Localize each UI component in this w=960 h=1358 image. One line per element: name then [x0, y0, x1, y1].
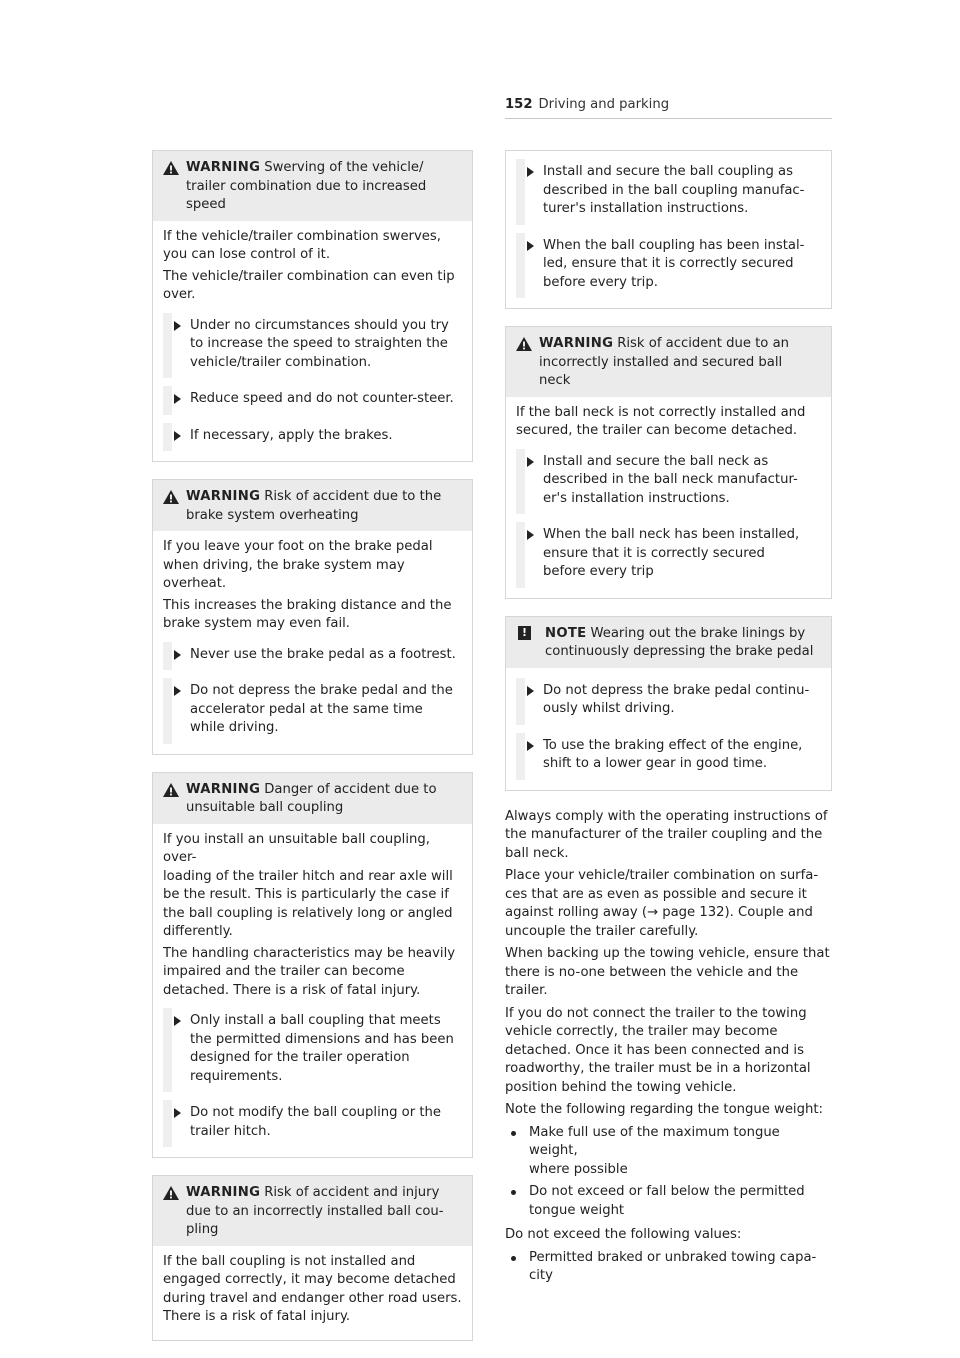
box-body — [153, 824, 472, 1158]
text-line: impaired and the trailer can become — [163, 964, 405, 979]
text-line: Do not depress the brake pedal continu- — [543, 682, 810, 698]
text-line: This increases the braking distance and the — [163, 597, 452, 613]
warning-header — [506, 327, 831, 397]
text-line: described in the ball coupling manufac- — [543, 182, 805, 198]
text-line: accelerator pedal at the same time — [190, 701, 423, 717]
instruction-step — [163, 386, 462, 415]
warning-triangle-icon — [516, 337, 532, 351]
instruction-step — [163, 313, 462, 379]
text-line: detached. Once it has been connected and is — [505, 1042, 804, 1058]
step-text — [543, 526, 821, 582]
header-divider — [505, 118, 832, 119]
body-paragraph — [505, 1005, 832, 1098]
step-text — [190, 682, 462, 738]
text-line: There is a risk of fatal injury. — [163, 1309, 351, 1324]
bullet-text — [529, 1184, 805, 1218]
text-line: designed for the trailer operation — [190, 1050, 410, 1065]
text-line: engaged correctly, it may become detached — [163, 1272, 456, 1287]
text-line: city — [529, 1268, 553, 1283]
body-paragraph — [163, 268, 462, 305]
instruction-step — [516, 678, 821, 725]
step-text — [190, 427, 462, 446]
step-text — [543, 737, 821, 774]
text-line: Note the following regarding the tongue weight: — [505, 1102, 823, 1117]
warning-header — [153, 480, 472, 531]
text-line: Risk of accident due to an — [617, 336, 790, 351]
warning-label: WARNING — [186, 489, 261, 504]
body-paragraph — [163, 538, 462, 594]
text-line: Risk of accident and injury — [264, 1185, 440, 1200]
text-line: ces that are as even as possible and secure it — [505, 886, 807, 902]
right-boxes — [505, 150, 832, 791]
bullet-dot-icon — [511, 1190, 516, 1195]
right-body-text — [505, 808, 832, 1286]
text-line: Install and secure the ball coupling as — [543, 164, 793, 179]
step-text — [543, 163, 821, 219]
bullet-text — [529, 1125, 780, 1177]
instruction-step — [516, 733, 821, 780]
bullet-text — [529, 1250, 816, 1284]
text-line: against rolling away (→ page 132). Couple and — [505, 905, 813, 920]
text-line: loading of the trailer hitch and rear axle will — [163, 868, 453, 884]
text-line: When backing up the towing vehicle, ensure that — [505, 946, 830, 961]
instruction-step — [163, 678, 462, 744]
box-body — [153, 221, 472, 462]
bullet-item — [505, 1124, 832, 1180]
instruction-step — [163, 642, 462, 671]
text-line: before every trip. — [543, 274, 658, 290]
text-line: continuously depressing the brake pedal — [545, 644, 814, 659]
text-line: differently. — [163, 924, 233, 939]
text-line: Do not depress the brake pedal and the — [190, 683, 453, 698]
text-line: If you do not connect the trailer to the towing — [505, 1005, 807, 1021]
warning-box — [152, 150, 473, 462]
text-line: The handling characteristics may be heavily — [163, 945, 456, 961]
text-line: Wearing out the brake linings by — [590, 625, 806, 641]
text-line: Reduce speed and do not counter-steer. — [190, 391, 454, 406]
warning-label: WARNING — [186, 160, 261, 175]
instruction-step — [516, 159, 821, 225]
warning-header — [153, 1176, 472, 1246]
text-line: when driving, the brake system may overheat. — [163, 557, 405, 591]
text-line: trailer combination due to increased — [186, 178, 427, 194]
note-box — [505, 616, 832, 791]
text-line: be the result. This is particularly the case if — [163, 887, 449, 902]
text-line: Do not modify the ball coupling or the — [190, 1105, 441, 1120]
box-body — [506, 397, 831, 598]
text-line: pling — [186, 1222, 219, 1237]
step-arrow-icon — [174, 431, 181, 441]
text-line: When the ball coupling has been instal- — [543, 237, 805, 253]
instruction-step — [163, 1100, 462, 1147]
warning-header — [153, 151, 472, 221]
text-line: before every trip — [543, 564, 654, 579]
body-paragraph — [505, 945, 832, 1001]
body-paragraph — [163, 597, 462, 634]
step-arrow-icon — [527, 167, 534, 177]
step-text — [543, 682, 821, 719]
text-line: Do not exceed the following values: — [505, 1227, 742, 1242]
warning-label: WARNING — [186, 781, 261, 797]
text-line: If the vehicle/trailer combination swerves, — [163, 228, 441, 244]
step-arrow-icon — [527, 686, 534, 696]
text-line: the permitted dimensions and has been — [190, 1031, 454, 1047]
text-line: there is no-one between the vehicle and the — [505, 964, 799, 980]
text-line: trailer hitch. — [190, 1123, 271, 1139]
text-line: you can lose control of it. — [163, 247, 331, 262]
warning-box — [152, 479, 473, 755]
step-arrow-icon — [527, 530, 534, 540]
text-line: vehicle/trailer combination. — [190, 354, 372, 370]
text-line: Swerving of the vehicle/ — [264, 160, 424, 175]
warning-label: WARNING — [186, 1185, 261, 1200]
text-line: over. — [163, 287, 196, 302]
step-arrow-icon — [174, 650, 181, 660]
step-text — [190, 390, 462, 409]
text-line: If the ball neck is not correctly installed and — [516, 404, 806, 420]
warning-header — [153, 773, 472, 824]
text-line: trailer. — [505, 983, 548, 998]
text-line: vehicle correctly, the trailer may become — [505, 1024, 778, 1039]
step-arrow-icon — [174, 1016, 181, 1026]
body-paragraph — [163, 228, 462, 265]
box-body — [506, 159, 831, 308]
text-line: ball neck. — [505, 845, 569, 861]
text-line: due to an incorrectly installed ball cou- — [186, 1203, 444, 1219]
bullet-dot-icon — [511, 1131, 516, 1136]
text-line: Place your vehicle/trailer combination on surfa- — [505, 868, 819, 883]
text-line: To use the braking effect of the engine, — [543, 737, 803, 753]
bullet-list — [505, 1249, 832, 1286]
step-text — [543, 453, 821, 509]
warning-label: WARNING — [539, 336, 614, 351]
text-line: Under no circumstances should you try — [190, 317, 449, 333]
text-line: incorrectly installed and secured ball — [539, 354, 783, 370]
text-line: Danger of accident due to — [264, 781, 437, 797]
step-text — [543, 237, 821, 293]
instruction-step — [516, 233, 821, 299]
text-line: If the ball coupling is not installed and — [163, 1253, 416, 1269]
text-line: If you install an unsuitable ball coupling, over- — [163, 831, 430, 865]
text-line: the manufacturer of the trailer coupling and the — [505, 827, 823, 842]
bullet-item — [505, 1249, 832, 1286]
left-column — [152, 150, 473, 1358]
box-body — [506, 668, 831, 790]
body-paragraph — [505, 1101, 832, 1120]
note-label: NOTE — [545, 625, 587, 641]
step-arrow-icon — [174, 1108, 181, 1118]
instruction-step — [516, 522, 821, 588]
step-text — [190, 1012, 462, 1086]
bullet-list — [505, 1124, 832, 1221]
text-line: Never use the brake pedal as a footrest. — [190, 646, 456, 662]
body-paragraph — [163, 945, 462, 1001]
text-line: Do not exceed or fall below the permitted — [529, 1184, 805, 1199]
step-arrow-icon — [527, 241, 534, 251]
body-paragraph — [163, 1253, 462, 1327]
bullet-item — [505, 1183, 832, 1220]
warning-triangle-icon — [163, 1186, 179, 1200]
text-line: detached. There is a risk of fatal injury. — [163, 982, 421, 998]
text-line: roadworthy, the trailer must be in a horizontal — [505, 1061, 811, 1076]
text-line: The vehicle/trailer combination can even tip — [163, 268, 455, 284]
text-line: turer's installation instructions. — [543, 201, 749, 216]
text-line: Always comply with the operating instructions of — [505, 808, 828, 824]
page-number: 152 — [505, 97, 533, 112]
text-line: while driving. — [190, 720, 279, 735]
step-text — [190, 646, 462, 665]
text-line: to increase the speed to straighten the — [190, 336, 448, 351]
text-line: If you leave your foot on the brake pedal — [163, 539, 433, 554]
step-arrow-icon — [174, 321, 181, 331]
instruction-step — [516, 449, 821, 515]
text-line: brake system overheating — [186, 507, 359, 523]
text-line: shift to a lower gear in good time. — [543, 756, 768, 771]
right-column — [505, 150, 832, 1292]
step-arrow-icon — [174, 686, 181, 696]
note-exclamation-icon: ! — [518, 626, 531, 640]
warning-triangle-icon — [163, 161, 179, 175]
text-line: secured, the trailer can become detached. — [516, 423, 798, 438]
text-line: er's installation instructions. — [543, 490, 730, 506]
instruction-step — [163, 1008, 462, 1092]
step-arrow-icon — [527, 741, 534, 751]
text-line: where possible — [529, 1161, 628, 1177]
body-paragraph — [505, 1226, 832, 1245]
step-text — [190, 317, 462, 373]
text-line: unsuitable ball coupling — [186, 800, 344, 815]
instruction-box — [505, 150, 832, 309]
text-line: ously whilst driving. — [543, 701, 675, 716]
step-arrow-icon — [527, 457, 534, 467]
text-line: during travel and endanger other road users. — [163, 1290, 462, 1306]
section-title: Driving and parking — [538, 97, 670, 112]
warning-box — [152, 1175, 473, 1341]
text-line: brake system may even fail. — [163, 616, 350, 631]
body-paragraph — [516, 404, 821, 441]
text-line: Risk of accident due to the — [264, 489, 442, 504]
text-line: ensure that it is correctly secured — [543, 545, 765, 561]
text-line: Permitted braked or unbraked towing capa- — [529, 1249, 817, 1265]
box-body — [153, 531, 472, 754]
text-line: speed — [186, 197, 226, 212]
box-body — [153, 1246, 472, 1340]
instruction-step — [163, 423, 462, 452]
text-line: uncouple the trailer carefully. — [505, 923, 699, 939]
warning-triangle-icon — [163, 490, 179, 504]
body-paragraph — [505, 808, 832, 864]
text-line: Make full use of the maximum tongue weight, — [529, 1124, 780, 1158]
text-line: the ball coupling is relatively long or angled — [163, 905, 453, 921]
step-arrow-icon — [174, 394, 181, 404]
text-line: Only install a ball coupling that meets — [190, 1013, 441, 1028]
text-line: led, ensure that it is correctly secured — [543, 256, 794, 271]
note-header — [506, 617, 831, 668]
warning-triangle-icon — [163, 783, 179, 797]
text-line: requirements. — [190, 1068, 283, 1084]
text-line: Install and secure the ball neck as — [543, 453, 769, 469]
text-line: When the ball neck has been installed, — [543, 527, 800, 542]
page-header — [505, 96, 832, 118]
body-paragraph — [163, 831, 462, 942]
text-line: tongue weight — [529, 1202, 625, 1218]
warning-box — [505, 326, 832, 599]
warning-box — [152, 772, 473, 1159]
step-text — [190, 1104, 462, 1141]
text-line: neck — [539, 373, 571, 388]
body-paragraph — [505, 867, 832, 941]
bullet-dot-icon — [511, 1256, 516, 1261]
text-line: If necessary, apply the brakes. — [190, 427, 393, 443]
text-line: described in the ball neck manufactur- — [543, 472, 798, 487]
text-line: position behind the towing vehicle. — [505, 1079, 737, 1095]
